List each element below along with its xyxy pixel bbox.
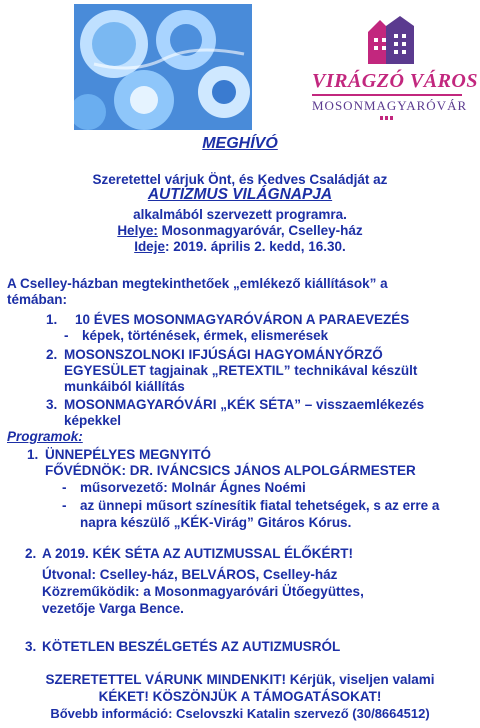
program-3-title: KÖTETLEN BESZÉLGETÉS AZ AUTIZMUSRÓL	[42, 639, 341, 654]
program-3-number: 3.	[25, 639, 37, 654]
city-logo	[312, 14, 478, 122]
program-1-desc-dash: -	[62, 498, 67, 513]
programs-heading: Programok:	[7, 429, 83, 444]
exhibition-1-dash: -	[64, 328, 69, 343]
place-line	[0, 222, 480, 239]
exhibition-3-line-2: képekkel	[64, 413, 122, 428]
place-label: Helye:	[117, 223, 158, 238]
program-1-number: 1.	[27, 447, 39, 462]
closing-contact: Bővebb információ: Cselovszki Katalin szervező (30/8664512)	[50, 706, 430, 721]
program-1-desc-1: az ünnepi műsort színesítik fiatal tehetségek, s az erre a	[80, 498, 440, 513]
closing-line-1: SZERETETTEL VÁRUNK MINDENKIT! Kérjük, viseljen valami	[45, 672, 435, 687]
program-2-number: 2.	[25, 546, 37, 561]
exhibition-2-number: 2.	[46, 347, 58, 362]
event-name: AUTIZMUS VILÁGNAPJA	[147, 186, 333, 203]
exhibition-2-line-1: MOSONSZOLNOKI IFJÚSÁGI HAGYOMÁNYŐRZŐ	[64, 347, 383, 362]
page-title: MEGHÍVÓ	[202, 135, 278, 152]
exhibition-3-number: 3.	[46, 397, 58, 412]
exhibition-3-line-1: MOSONMAGYARÓVÁRI „KÉK SÉTA” – visszaemlékezés	[64, 397, 425, 412]
time-line	[0, 238, 480, 255]
exhibition-1-title: 10 ÉVES MOSONMAGYARÓVÁRON A PARAEVEZÉS	[75, 312, 410, 327]
logo-dots	[380, 116, 394, 120]
program-1-title: ÜNNEPÉLYES MEGNYITÓ	[45, 447, 212, 462]
program-2-coop-2: vezetője Varga Bence.	[42, 601, 184, 616]
exhibitions-intro-2: témában:	[7, 292, 68, 307]
exhibition-2-line-2: EGYESÜLET tagjainak „RETEXTIL” technikával készült	[64, 363, 418, 378]
exhibition-1-sub: képek, történések, érmek, elismerések	[82, 328, 329, 343]
time-label: Ideje	[134, 239, 165, 254]
exhibition-1-number: 1.	[46, 312, 58, 327]
closing-line-2: KÉKET! KÖSZÖNJÜK A TÁMOGATÁSOKAT!	[98, 689, 382, 704]
intro-line-3: alkalmából szervezett programra.	[133, 207, 347, 222]
program-1-host: műsorvezető: Molnár Ágnes Noémi	[80, 480, 306, 495]
program-2-route: Útvonal: Cselley-ház, BELVÁROS, Cselley-ház	[42, 567, 338, 582]
logo-text-top: VIRÁGZÓ VÁROS	[312, 70, 478, 92]
program-2-coop-1: Közreműködik: a Mosonmagyaróvári Ütőegyüttes,	[42, 584, 364, 599]
program-1-patron: FŐVÉDNÖK: DR. IVÁNCSICS JÁNOS ALPOLGÁRMESTER	[45, 463, 416, 478]
exhibitions-intro-1: A Cselley-házban megtekinthetőek „emlékező kiállítások” a	[7, 276, 388, 291]
program-1-desc-2: napra készülő „KÉK-Virág” Gitáros Kórus.	[80, 515, 352, 530]
logo-text-bottom: MOSONMAGYARÓVÁR	[312, 98, 468, 113]
exhibition-2-line-3: munkáiból kiállítás	[64, 379, 185, 394]
time-value: : 2019. április 2. kedd, 16.30.	[164, 239, 346, 254]
place-value: Mosonmagyaróvár, Cselley-ház	[157, 223, 363, 238]
flower-photo	[74, 4, 252, 130]
program-1-host-dash: -	[62, 480, 67, 495]
program-2-title: A 2019. KÉK SÉTA AZ AUTIZMUSSAL ÉLŐKÉRT!	[42, 546, 354, 561]
logo-divider	[312, 94, 462, 96]
intro-line-1: Szeretettel várjuk Önt, és Kedves Családját az	[92, 172, 388, 187]
building-icon	[312, 14, 462, 66]
